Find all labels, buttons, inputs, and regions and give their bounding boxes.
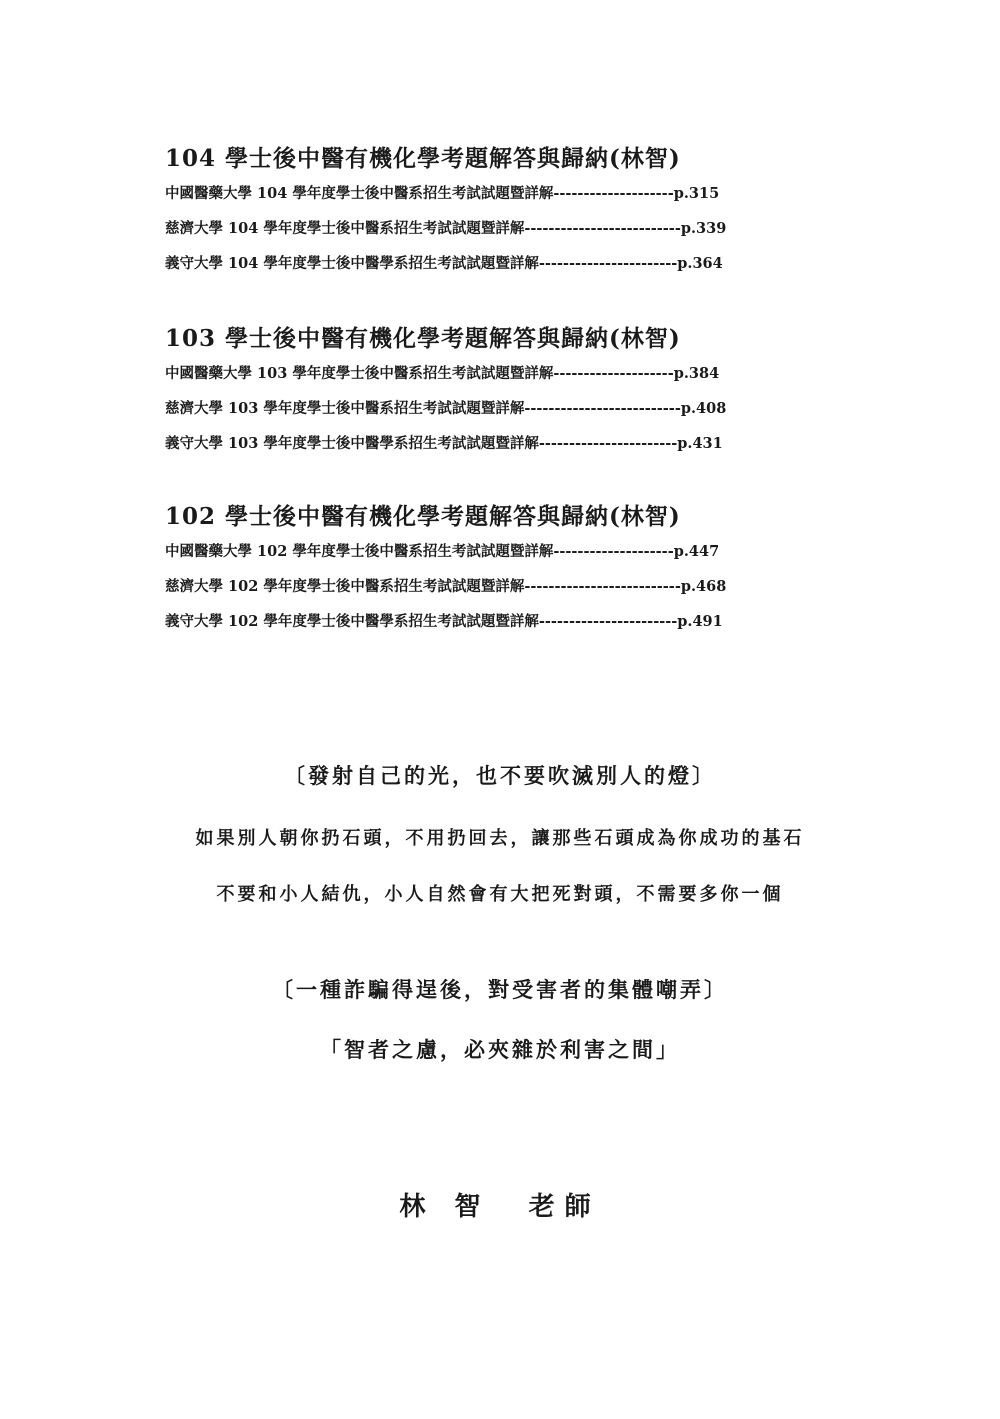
toc-entry: 中國醫藥大學 104 學年度學士後中醫系招生考試試題暨詳解--------------------p.315 (165, 185, 720, 202)
toc-section-102 (165, 500, 840, 639)
toc-section-103 (165, 322, 840, 461)
quote-heading: 〔發射自己的光，也不要吹滅別人的燈〕 (284, 763, 716, 788)
toc-entry: 慈濟大學 103 學年度學士後中醫系招生考試試題暨詳解--------------------------p.408 (165, 400, 727, 417)
toc-entry: 慈濟大學 102 學年度學士後中醫系招生考試試題暨詳解--------------------------p.468 (165, 578, 727, 595)
toc-section-104 (165, 142, 840, 281)
toc-entry: 慈濟大學 104 學年度學士後中醫系招生考試試題暨詳解--------------------------p.339 (165, 220, 727, 237)
toc-entry: 義守大學 104 學年度學士後中醫學系招生考試試題暨詳解-----------------------p.364 (165, 255, 723, 272)
quote-line: 不要和小人結仇，小人自然會有大把死對頭，不需要多你一個 (216, 884, 784, 905)
author-signature: 林 智 老師 (399, 1192, 601, 1222)
toc-entry: 義守大學 103 學年度學士後中醫學系招生考試試題暨詳解-----------------------p.431 (165, 435, 723, 452)
quote-line: 「智者之慮，必夾雜於利害之間」 (320, 1037, 680, 1062)
toc-entry: 中國醫藥大學 103 學年度學士後中醫系招生考試試題暨詳解--------------------p.384 (165, 365, 720, 382)
quote-line: 如果別人朝你扔石頭，不用扔回去，讓那些石頭成為你成功的基石 (195, 828, 805, 849)
toc-entry: 義守大學 102 學年度學士後中醫學系招生考試試題暨詳解-----------------------p.491 (165, 613, 723, 630)
section-title: 104 學士後中醫有機化學考題解答與歸納(林智) (165, 145, 681, 172)
section-title: 103 學士後中醫有機化學考題解答與歸納(林智) (165, 325, 681, 352)
toc-entry: 中國醫藥大學 102 學年度學士後中醫系招生考試試題暨詳解--------------------p.447 (165, 543, 720, 560)
section-title: 102 學士後中醫有機化學考題解答與歸納(林智) (165, 503, 681, 530)
quote-heading: 〔一種詐騙得逞後，對受害者的集體嘲弄〕 (272, 977, 728, 1002)
